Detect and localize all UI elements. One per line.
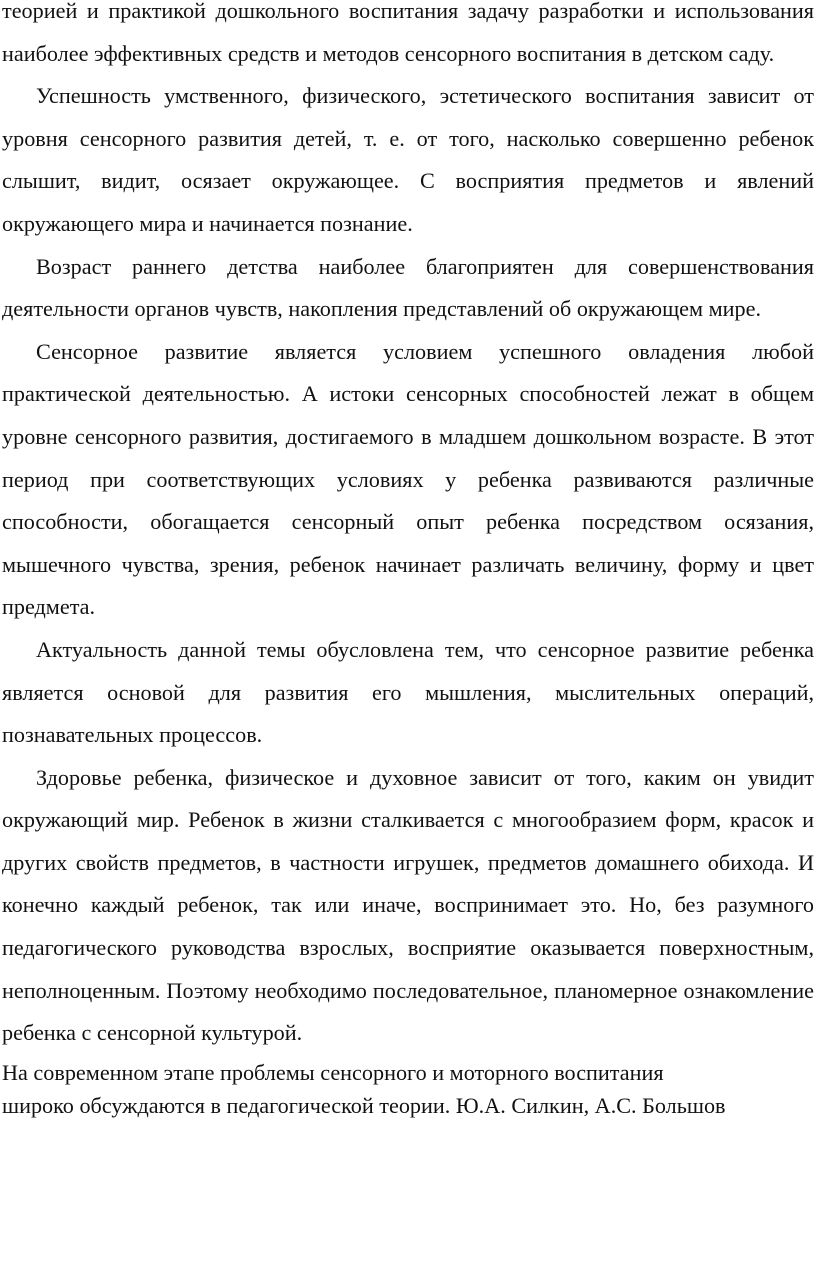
paragraph-sensory-development: Сенсорное развитие является условием успешного овладения любой практической деятельностью. А истоки сенсорных способностей лежат в общем уровне сенсорного развития, достигаемого в младшем дошкольном возрасте. В этот период при соответствующих условиях у ребенка развиваются различные способности, обогащается сенсорный опыт ребенка посредством осязания, мышечного чувства, зрения, ребенок начинает различать величину, форму и цвет предмета. [2,338,814,620]
tail-line-2: широко обсуждаются в педагогической теории. Ю.А. Силкин, А.С. Большов [2,1092,726,1118]
paragraph-relevance: Актуальность данной темы обусловлена тем, что сенсорное развитие ребенка является основой для развития его мышления, мыслительных операций, познавательных процессов. [2,636,814,748]
paragraph-early-childhood: Возраст раннего детства наиболее благоприятен для совершенствования деятельности органов чувств, накопления представлений об окружающем мире. [2,253,814,322]
tail-line-1: На современном этапе проблемы сенсорного и моторного воспитания [2,1059,664,1085]
paragraph-child-health: Здоровье ребенка, физическое и духовное зависит от того, каким он увидит окружающий мир. Ребенок в жизни сталкивается с многообразием форм, красок и других свойств предметов, в частности игрушек, предметов домашнего обихода. И конечно каждый ребенок, так или иначе, воспринимает это. Но, без разумного педагогического руководства взрослых, восприятие оказывается поверхностным, неполноценным. Поэтому необходимо последовательное, планомерное ознакомление ребенка с сенсорной культурой. [2,764,814,1046]
paragraph-sensory-success: Успешность умственного, физического, эстетического воспитания зависит от уровня сенсорного развития детей, т. е. от того, насколько совершенно ребенок слышит, видит, осязает окружающее. С восприятия предметов и явлений окружающего мира и начинается познание. [2,83,814,236]
paragraph-continuation: теорией и практикой дошкольного воспитания задачу разработки и использования наиболее эффективных средств и методов сенсорного воспитания в детском саду. [2,0,814,66]
